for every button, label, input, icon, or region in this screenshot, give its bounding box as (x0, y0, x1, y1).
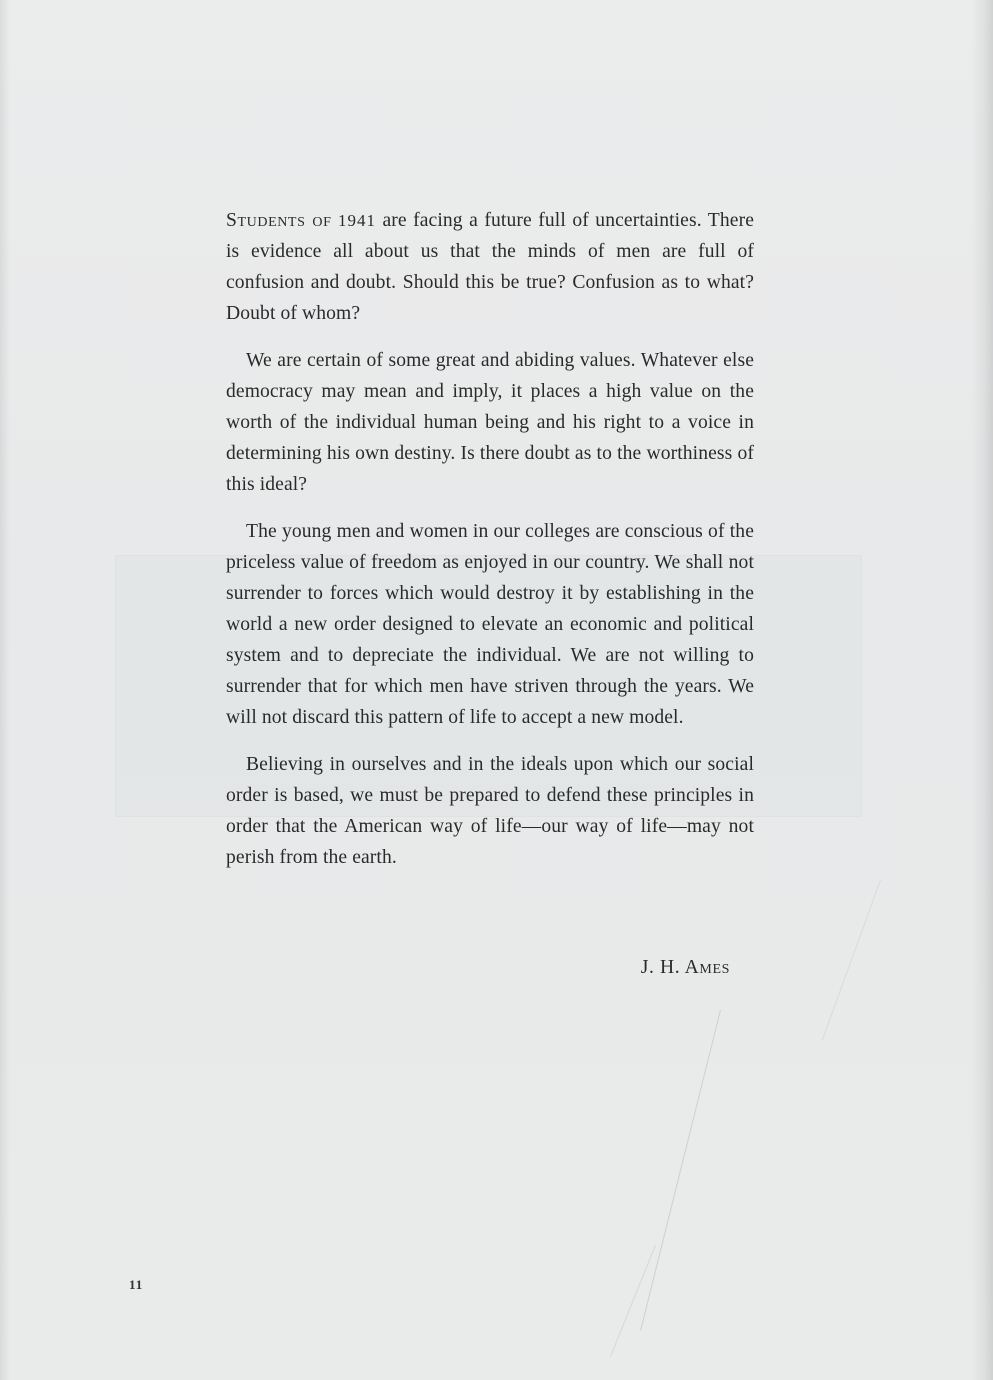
letter-body (226, 205, 754, 889)
paragraph-3: The young men and women in our colleges are conscious of the priceless value of freedom as enjoyed in our country. We shall not surrender to forces which would destroy it by establishing in the world a new order designed to elevate an economic and political system and to depreciate the individual. We are not willing to surrender that for which men have striven through the years. We will not discard this pattern of life to accept a new model. (226, 521, 754, 728)
paragraph-2: We are certain of some great and abiding values. Whatever else democracy may mean and imply, it places a high value on the worth of the individual human being and his right to a voice in determining his own destiny. Is there doubt as to the worthiness of this ideal? (226, 350, 754, 495)
paragraph-1-text: are facing a future full of uncertainties. There is evidence all about us that the minds of men are full of confusion and doubt. Should this be true? Confusion as to what? Doubt of whom? (226, 210, 754, 324)
paper-scratch (640, 1010, 721, 1330)
paper-scratch (610, 1245, 656, 1357)
opening-small-caps: Students of (226, 210, 332, 231)
paragraph-1 (226, 205, 754, 329)
signature: J. H. Ames (640, 957, 730, 978)
opening-year: 1941 (338, 211, 376, 230)
page-left-edge-shadow (0, 0, 10, 1380)
page-right-edge-shadow (971, 0, 993, 1380)
paper-scratch (822, 880, 881, 1040)
page-number: 11 (129, 1277, 144, 1292)
paragraph-4: Believing in ourselves and in the ideals upon which our social order is based, we must be prepared to defend these principles in order that the American way of life—our way of life—may not perish from the earth. (226, 754, 754, 868)
